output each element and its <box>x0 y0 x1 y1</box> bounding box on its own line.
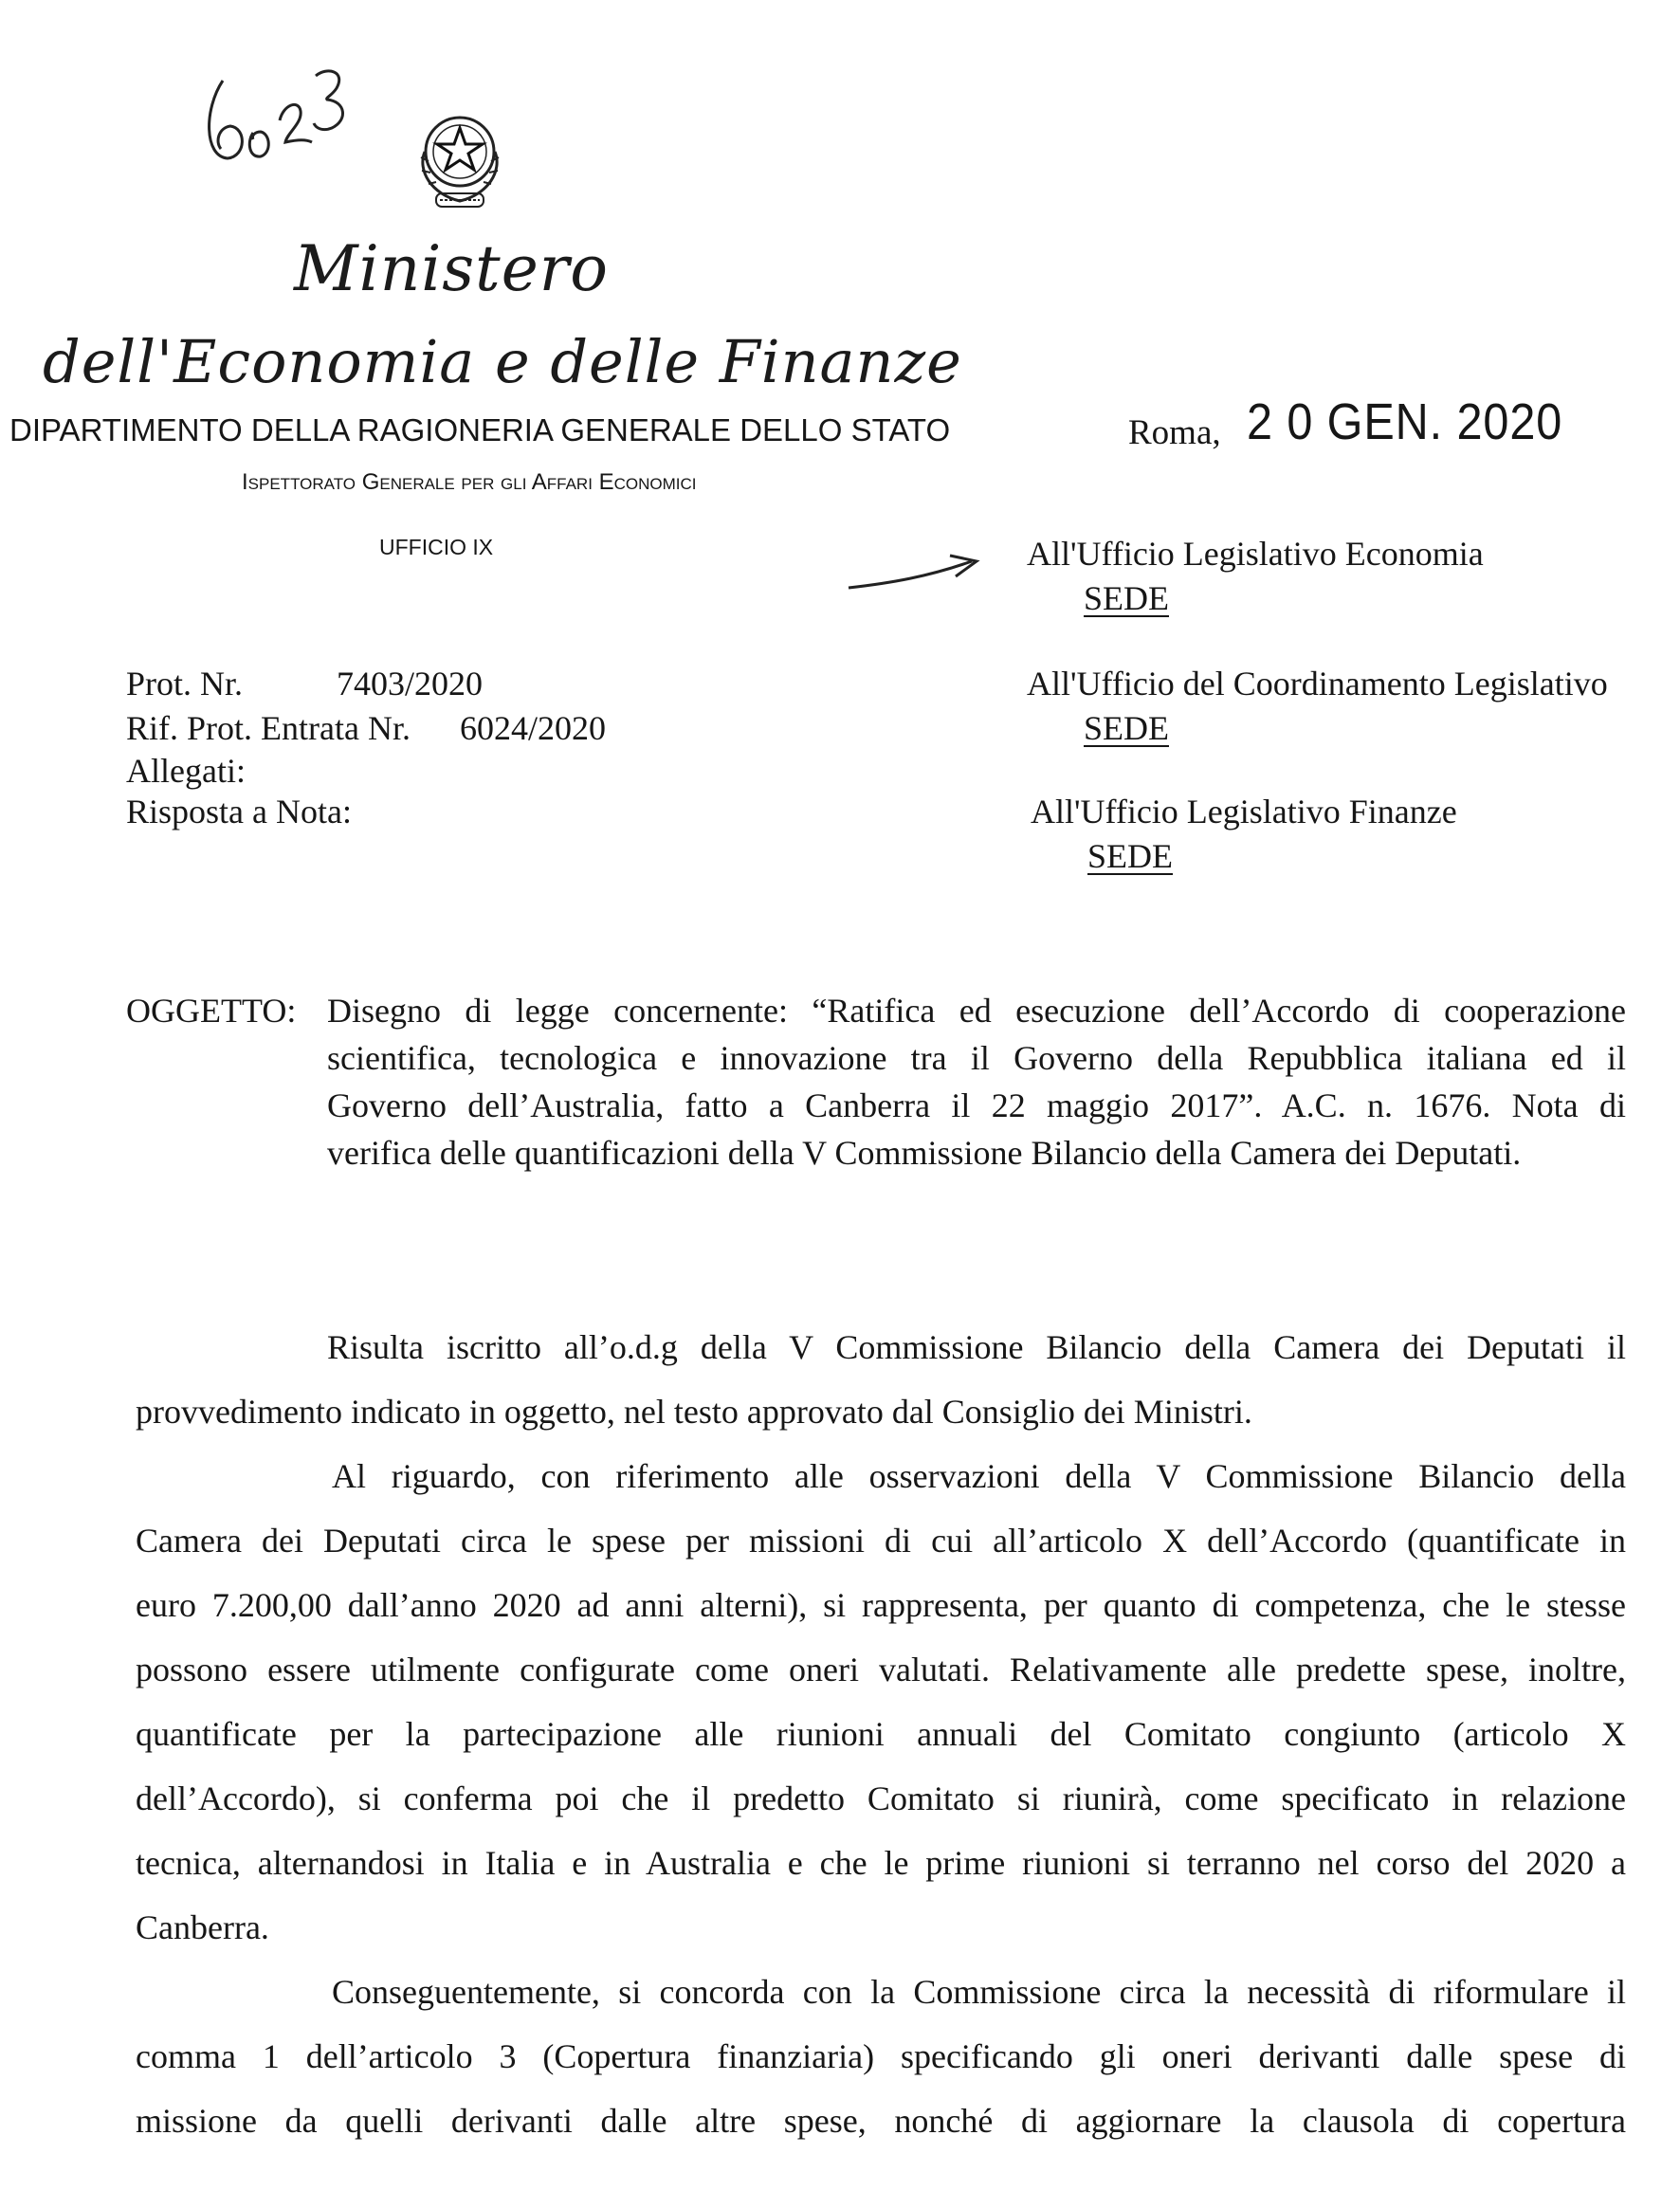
recipient-1-location: SEDE <box>1084 579 1169 617</box>
recipient-3-location: SEDE <box>1087 837 1173 875</box>
attachments-label: Allegati: <box>126 752 246 790</box>
protocol-number: 7403/2020 <box>337 665 484 703</box>
protocol-label: Prot. Nr. <box>126 665 244 703</box>
subject-line-3: Governo dell’Australia, fatto a Canberra il 22 maggio 2017”. A.C. n. 1676. Nota di <box>327 1086 1626 1124</box>
date-stamp: 2 0 GEN. 2020 <box>1247 393 1563 450</box>
handwritten-number-drawing <box>194 52 384 175</box>
reference-label: Rif. Prot. Entrata Nr. <box>126 709 411 747</box>
reply-label: Risposta a Nota: <box>126 793 352 830</box>
body-p3-line-2: comma 1 dell’articolo 3 (Copertura finanziaria) specificando gli oneri derivanti dalle spese di <box>136 2037 1626 2075</box>
subject-label: OGGETTO: <box>126 992 297 1030</box>
reference-number: 6024/2020 <box>460 709 607 747</box>
body-p2-line-7: tecnica, alternandosi in Italia e in Australia e che le prime riunioni si terranno nel corso del 2020 a <box>136 1844 1626 1882</box>
body-p2-line-6: dell’Accordo), si conferma poi che il predetto Comitato si riunirà, come specificato in relazione <box>136 1779 1626 1817</box>
body-p2-line-4: possono essere utilmente configurate come oneri valutati. Relativamente alle predette spese, inoltre, <box>136 1651 1626 1688</box>
subject-line-1: Disegno di legge concernente: “Ratifica ed esecuzione dell’Accordo di cooperazione <box>327 992 1626 1030</box>
body-p3-line-1: Conseguentemente, si concorda con la Commissione circa la necessità di riformulare il <box>332 1973 1626 2011</box>
emblem-drawing <box>408 95 512 218</box>
body-p1-line-1: Risulta iscritto all’o.d.g della V Commissione Bilancio della Camera dei Deputati il <box>327 1328 1626 1366</box>
body-p2-line-3: euro 7.200,00 dall’anno 2020 ad anni alterni), si rappresenta, per quanto di competenza, che le stesse <box>136 1586 1626 1624</box>
ministry-title-line2: dell'Economia e delle Finanze <box>43 327 962 396</box>
body-p2-line-5: quantificate per la partecipazione alle riunioni annuali del Comitato congiunto (articolo X <box>136 1715 1626 1753</box>
state-emblem <box>408 95 512 218</box>
body-p2-line-8: Canberra. <box>136 1908 269 1946</box>
subject-line-4: verifica delle quantificazioni della V Commissione Bilancio della Camera dei Deputati. <box>327 1134 1522 1172</box>
date-place: Roma, <box>1128 413 1221 452</box>
office-name: UFFICIO IX <box>379 535 494 559</box>
department-name: DIPARTIMENTO DELLA RAGIONERIA GENERALE DELLO STATO <box>9 412 951 447</box>
recipient-2-location: SEDE <box>1084 709 1169 747</box>
handwritten-number <box>194 52 384 175</box>
arrow-icon <box>844 540 986 597</box>
ministry-title-line1: Ministero <box>294 232 610 305</box>
arrow-mark <box>844 540 986 597</box>
body-p2-line-2: Camera dei Deputati circa le spese per missioni di cui all’articolo X dell’Accordo (quantificate in <box>136 1522 1626 1560</box>
subject-line-2: scientifica, tecnologica e innovazione tra il Governo della Repubblica italiana ed il <box>327 1039 1626 1077</box>
recipient-1-name: All'Ufficio Legislativo Economia <box>1027 535 1484 573</box>
recipient-2-name: All'Ufficio del Coordinamento Legislativo <box>1027 665 1608 703</box>
inspectorate-name: Ispettorato Generale per gli Affari Economici <box>242 469 697 495</box>
recipient-3-name: All'Ufficio Legislativo Finanze <box>1031 793 1457 830</box>
body-p1-line-2: provvedimento indicato in oggetto, nel testo approvato dal Consiglio dei Ministri. <box>136 1393 1252 1431</box>
body-p2-line-1: Al riguardo, con riferimento alle osservazioni della V Commissione Bilancio della <box>332 1457 1626 1495</box>
body-p3-line-3: missione da quelli derivanti dalle altre spese, nonché di aggiornare la clausola di copertura <box>136 2102 1626 2140</box>
